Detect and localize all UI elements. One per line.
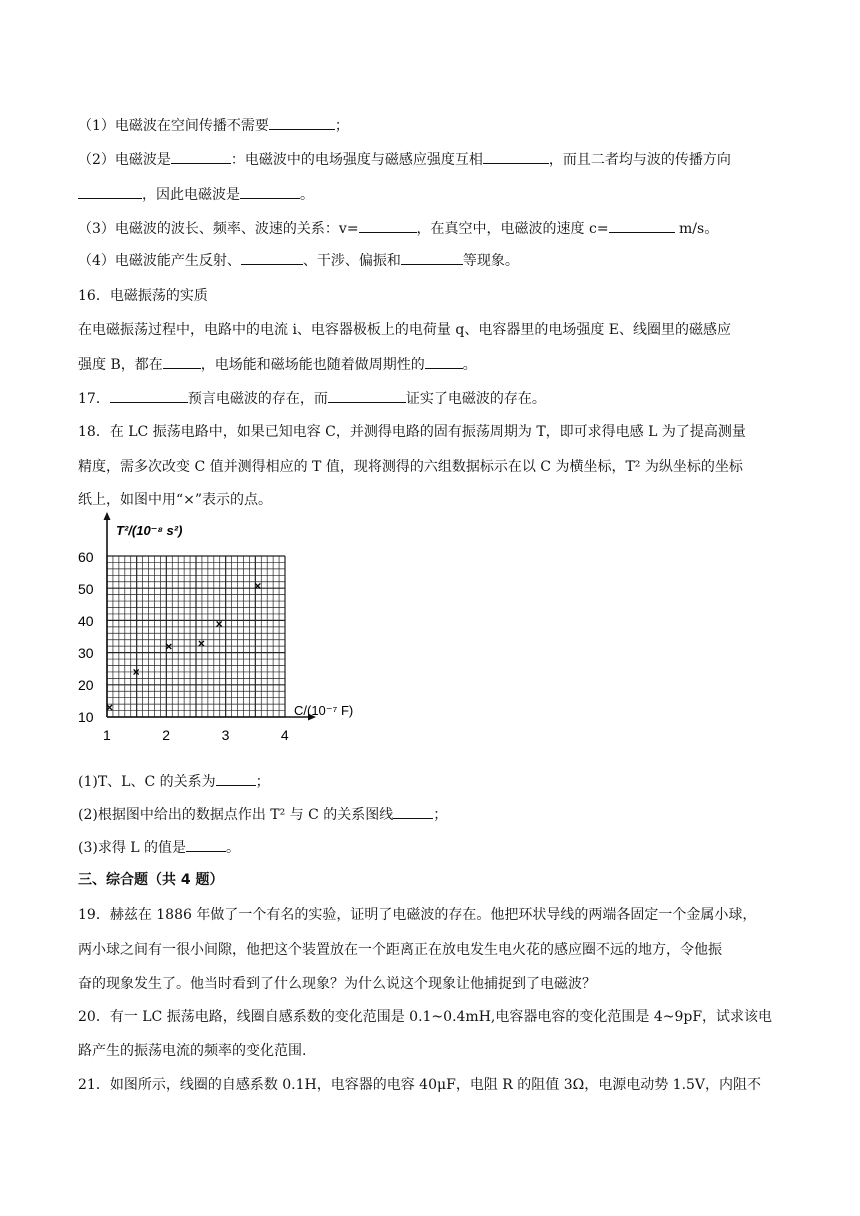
text-segment: 、干涉、偏振和 — [302, 253, 401, 269]
data-point-marker: × — [254, 578, 262, 593]
text-segment: 精度，需多次改变 C 值并测得相应的 T 值，现将测得的六组数据标示在以 C 为横坐标，T² 为纵坐标的坐标 — [78, 459, 743, 475]
y-tick-labels — [78, 549, 94, 725]
answer-blank — [483, 148, 549, 164]
text-line — [78, 770, 270, 792]
text-line — [78, 286, 208, 306]
text-segment: 两小球之间有一很小间隙，他把这个装置放在一个距离正在放电发生电火花的感应圈不远的地方，令他振 — [78, 942, 722, 958]
answer-blank — [609, 217, 675, 233]
text-segment: 预言电磁波的存在，而 — [187, 391, 328, 407]
x-tick-label: 4 — [280, 727, 289, 743]
text-segment: ； — [255, 774, 270, 790]
y-axis-label: T²/(10⁻⁸ s²) — [116, 523, 183, 538]
text-segment: ； — [334, 118, 349, 134]
text-segment: ，电场能和磁场能也随着做周期性的 — [200, 357, 425, 373]
text-line — [78, 1075, 761, 1095]
data-point-marker: × — [132, 665, 140, 680]
x-tick-label: 2 — [162, 727, 171, 743]
data-point-marker: × — [165, 639, 173, 654]
text-segment: ； — [433, 807, 448, 823]
x-tick-labels — [103, 727, 289, 743]
text-segment: ：电磁波中的电场强度与磁感应强度互相 — [230, 152, 483, 168]
t2-vs-c-graph — [78, 512, 368, 748]
y-tick-label: 50 — [78, 581, 94, 597]
text-segment: 20．有一 LC 振荡电路，线圈自感系数的变化范围是 0.1~0.4mH,电容器电容的变化范围是 4~9pF，试求该电 — [78, 1009, 773, 1025]
text-segment: ，在真空中，电磁波的速度 c= — [416, 221, 609, 237]
text-segment: 。 — [300, 187, 314, 203]
data-point-marker: × — [105, 700, 113, 715]
text-segment: ，而且二者均与波的传播方向 — [548, 152, 731, 168]
text-line — [78, 320, 731, 340]
text-segment: 路产生的振荡电流的频率的变化范围. — [78, 1043, 307, 1059]
text-line — [78, 114, 349, 136]
text-segment: 强度 B，都在 — [78, 357, 163, 373]
text-segment: m/s。 — [674, 221, 719, 237]
answer-blank — [401, 249, 463, 265]
answer-blank — [186, 836, 226, 852]
answer-blank — [328, 387, 406, 403]
data-point-marker: × — [197, 636, 205, 651]
text-segment: 18．在 LC 振荡电路中，如果已知电容 C，并测得电路的固有振荡周期为 T，即可求得电感 L 为了提高测量 — [78, 424, 746, 440]
text-segment: 奋的现象发生了。他当时看到了什么现象？为什么说这个现象让他捕捉到了电磁波？ — [78, 976, 596, 992]
text-line — [78, 457, 743, 477]
x-axis-label: C/(10⁻⁷ F) — [294, 703, 354, 718]
answer-blank — [110, 387, 188, 403]
text-line — [78, 1007, 772, 1027]
answer-blank — [78, 183, 142, 199]
text-segment: (3)求得 L 的值是 — [78, 840, 187, 856]
answer-blank — [241, 249, 303, 265]
answer-blank — [171, 148, 231, 164]
text-segment: 证实了电磁波的存在。 — [405, 391, 546, 407]
y-tick-label: 20 — [78, 677, 94, 693]
text-segment: ，因此电磁波是 — [142, 187, 240, 203]
text-segment: 。 — [226, 840, 241, 856]
y-tick-label: 10 — [78, 709, 94, 725]
answer-blank — [240, 183, 300, 199]
text-segment: 三、综合题（共 4 题） — [78, 872, 224, 888]
text-line — [78, 870, 224, 890]
answer-blank — [163, 353, 201, 369]
text-line — [78, 249, 519, 271]
text-line — [78, 836, 240, 858]
x-tick-label: 1 — [103, 727, 111, 743]
answer-blank — [359, 217, 417, 233]
answer-blank — [425, 353, 463, 369]
graph-axes — [104, 512, 317, 721]
text-segment: (1)T、L、C 的关系为 — [78, 774, 216, 790]
text-segment: (2)根据图中给出的数据点作出 T² 与 C 的关系图线 — [78, 807, 394, 823]
text-segment: 19．赫兹在 1886 年做了一个有名的实验，证明了电磁波的存在。他把环状导线的两端各固定一个金属小球， — [78, 907, 757, 923]
text-line — [78, 940, 722, 960]
text-line — [78, 387, 546, 409]
text-line — [78, 183, 314, 205]
y-tick-label: 40 — [78, 613, 94, 629]
x-tick-label: 3 — [221, 727, 230, 743]
text-segment: 等现象。 — [462, 253, 519, 269]
text-segment: 纸上，如图中用“×”表示的点。 — [78, 492, 273, 508]
text-line — [78, 974, 596, 994]
data-point-marker: × — [215, 617, 223, 632]
text-line — [78, 217, 718, 239]
text-line — [78, 148, 731, 170]
text-line — [78, 803, 447, 825]
text-line — [78, 353, 477, 375]
y-tick-label: 30 — [78, 645, 94, 661]
data-points — [106, 579, 261, 715]
answer-blank — [269, 114, 335, 130]
text-line — [78, 422, 746, 442]
text-segment: （3）电磁波的波长、频率、波速的关系：v= — [78, 221, 359, 237]
text-line — [78, 490, 272, 510]
y-tick-label: 60 — [78, 549, 94, 565]
text-segment: 16．电磁振荡的实质 — [78, 288, 208, 304]
text-segment: 。 — [462, 357, 477, 373]
text-segment: （1）电磁波在空间传播不需要 — [78, 118, 269, 134]
answer-blank — [216, 770, 256, 786]
text-line — [78, 1041, 306, 1061]
text-segment: 在电磁振荡过程中，电路中的电流 i、电容器极板上的电荷量 q、电容器里的电场强度 E、线圈里的磁感应 — [78, 322, 732, 338]
text-segment: （4）电磁波能产生反射、 — [78, 253, 241, 269]
text-segment: 17． — [78, 391, 110, 407]
text-segment: 21．如图所示，线圈的自感系数 0.1H，电容器的电容 40μF，电阻 R 的阻值 3Ω，电源电动势 1.5V，内阻不 — [78, 1077, 762, 1093]
text-line — [78, 905, 756, 925]
answer-blank — [393, 803, 433, 819]
text-segment: （2）电磁波是 — [78, 152, 171, 168]
